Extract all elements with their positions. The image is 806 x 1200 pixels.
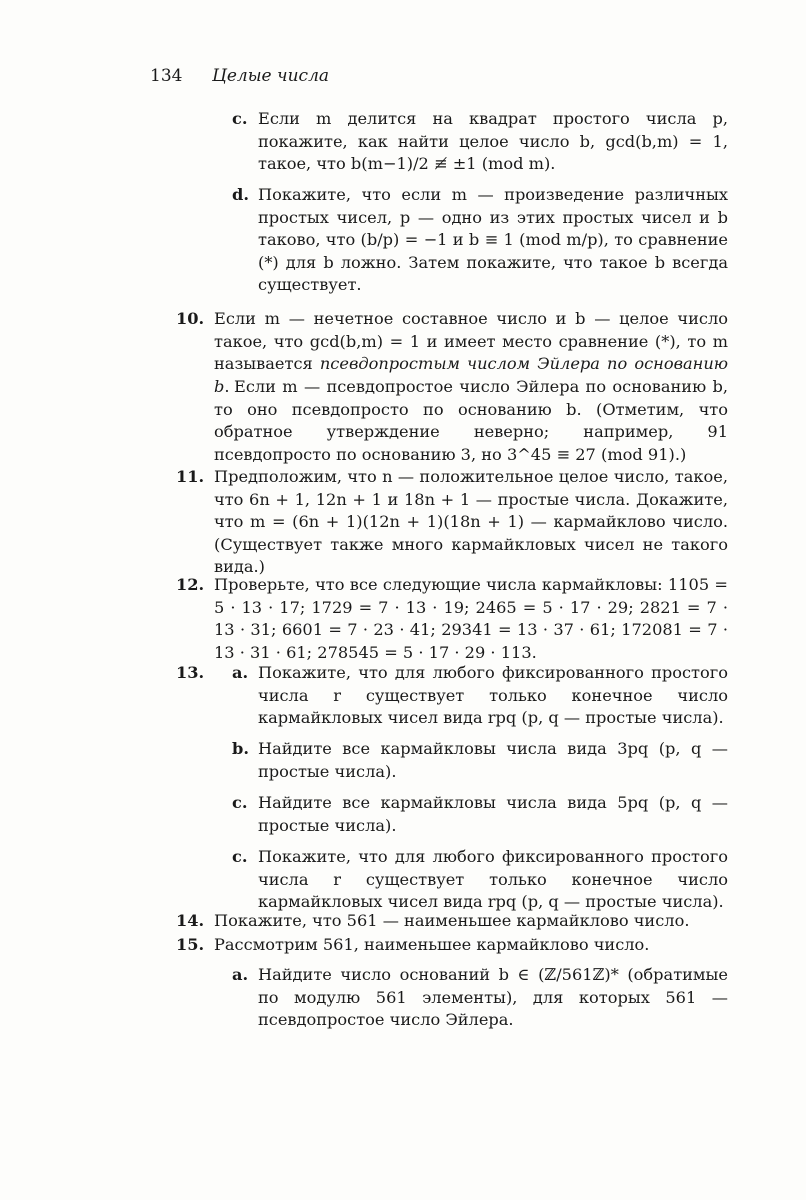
running-header (150, 66, 329, 86)
exercise-10-label: 10. (176, 309, 205, 328)
exercise-13a-text: Покажите, что для любого фиксированного простого числа r существует только конечное число кармайкловых чисел вида rpq (p, q — простые числа). (258, 663, 728, 728)
exercise-13-label: 13. (176, 663, 205, 682)
exercise-9c-label: c. (232, 109, 248, 128)
exercise-9d-label: d. (232, 185, 249, 204)
exercise-12-label: 12. (176, 575, 205, 594)
exercise-11-text: Предположим, что n — положительное целое число, такое, что 6n + 1, 12n + 1 и 18n + 1 — простые числа. Докажите, что m = (6n + 1)(12n + 1)(18n + 1) — кармайклово число. (Существует также много кармайкловых чисел не такого вида.) (214, 467, 728, 577)
chapter-title: Целые числа (212, 66, 330, 86)
exercise-15a-text: Найдите число оснований b ∈ (ℤ/561ℤ)* (обратимые по модулю 561 элементы), для которых 561 — псевдопростое число Эйлера. (258, 965, 728, 1030)
exercise-13d-text: Покажите, что для любого фиксированного простого числа r существует только конечное число кармайкловых чисел вида rpq (p, q — простые числа). (258, 847, 728, 912)
defined-term: псевдопростым числом Эйлера по основанию b (214, 354, 728, 396)
exercise-13a-label: a. (232, 663, 249, 682)
exercise-13b-text: Найдите все кармайкловы числа вида 3pq (p, q — простые числа). (258, 739, 728, 781)
exercise-14-text: Покажите, что 561 — наименьшее кармайклово число. (214, 911, 690, 930)
exercise-9d-text: Покажите, что если m — произведение различных простых чисел, p — одно из этих простых чисел и b таково, что (b/p) = −1 и b ≡ 1 (mod m/p), то сравнение (*) для b ложно. Затем покажите, что такое b всегда существует. (258, 185, 728, 295)
exercise-13b-label: b. (232, 739, 249, 758)
page-number: 134 (150, 66, 183, 86)
exercise-10-remark: Если m — псевдопростое число Эйлера по основанию b, то оно псевдопросто по основанию b. (Отметим, что обратное утверждение неверно; например, 91 псевдопросто по основанию 3, но 3^45 ≡ 27 (mod 91).) (214, 377, 728, 464)
exercise-12-text: Проверьте, что все следующие числа кармайкловы: 1105 = 5 · 13 · 17; 1729 = 7 · 13 · 19; 2465 = 5 · 17 · 29; 2821 = 7 · 13 · 31; 6601 = 7 · 23 · 41; 29341 = 13 · 37 · 61; 172081 = 7 · 13 · 31 · 61; 278545 = 5 · 17 · 29 · 113. (214, 575, 728, 662)
exercise-11-label: 11. (176, 467, 205, 486)
exercise-9c-text: Если m делится на квадрат простого числа p, покажите, как найти целое число b, gcd(b,m) = 1, такое, что b(m−1)/2 ≢ ±1 (mod m). (258, 109, 728, 174)
exercise-14-label: 14. (176, 911, 205, 930)
exercise-13d-label: c. (232, 847, 248, 866)
exercise-15a-label: a. (232, 965, 249, 984)
exercise-13c-label: c. (232, 793, 248, 812)
exercise-15-text: Рассмотрим 561, наименьшее кармайклово число. (214, 935, 650, 954)
exercise-10-statement: Если m — нечетное составное число и b — целое число такое, что gcd(b,m) = 1 и имеет место сравнение (*), то m называется псевдопростым числом Эйлера по основанию b. (214, 309, 728, 396)
exercise-15-label: 15. (176, 935, 205, 954)
exercise-13c-text: Найдите все кармайкловы числа вида 5pq (p, q — простые числа). (258, 793, 728, 835)
